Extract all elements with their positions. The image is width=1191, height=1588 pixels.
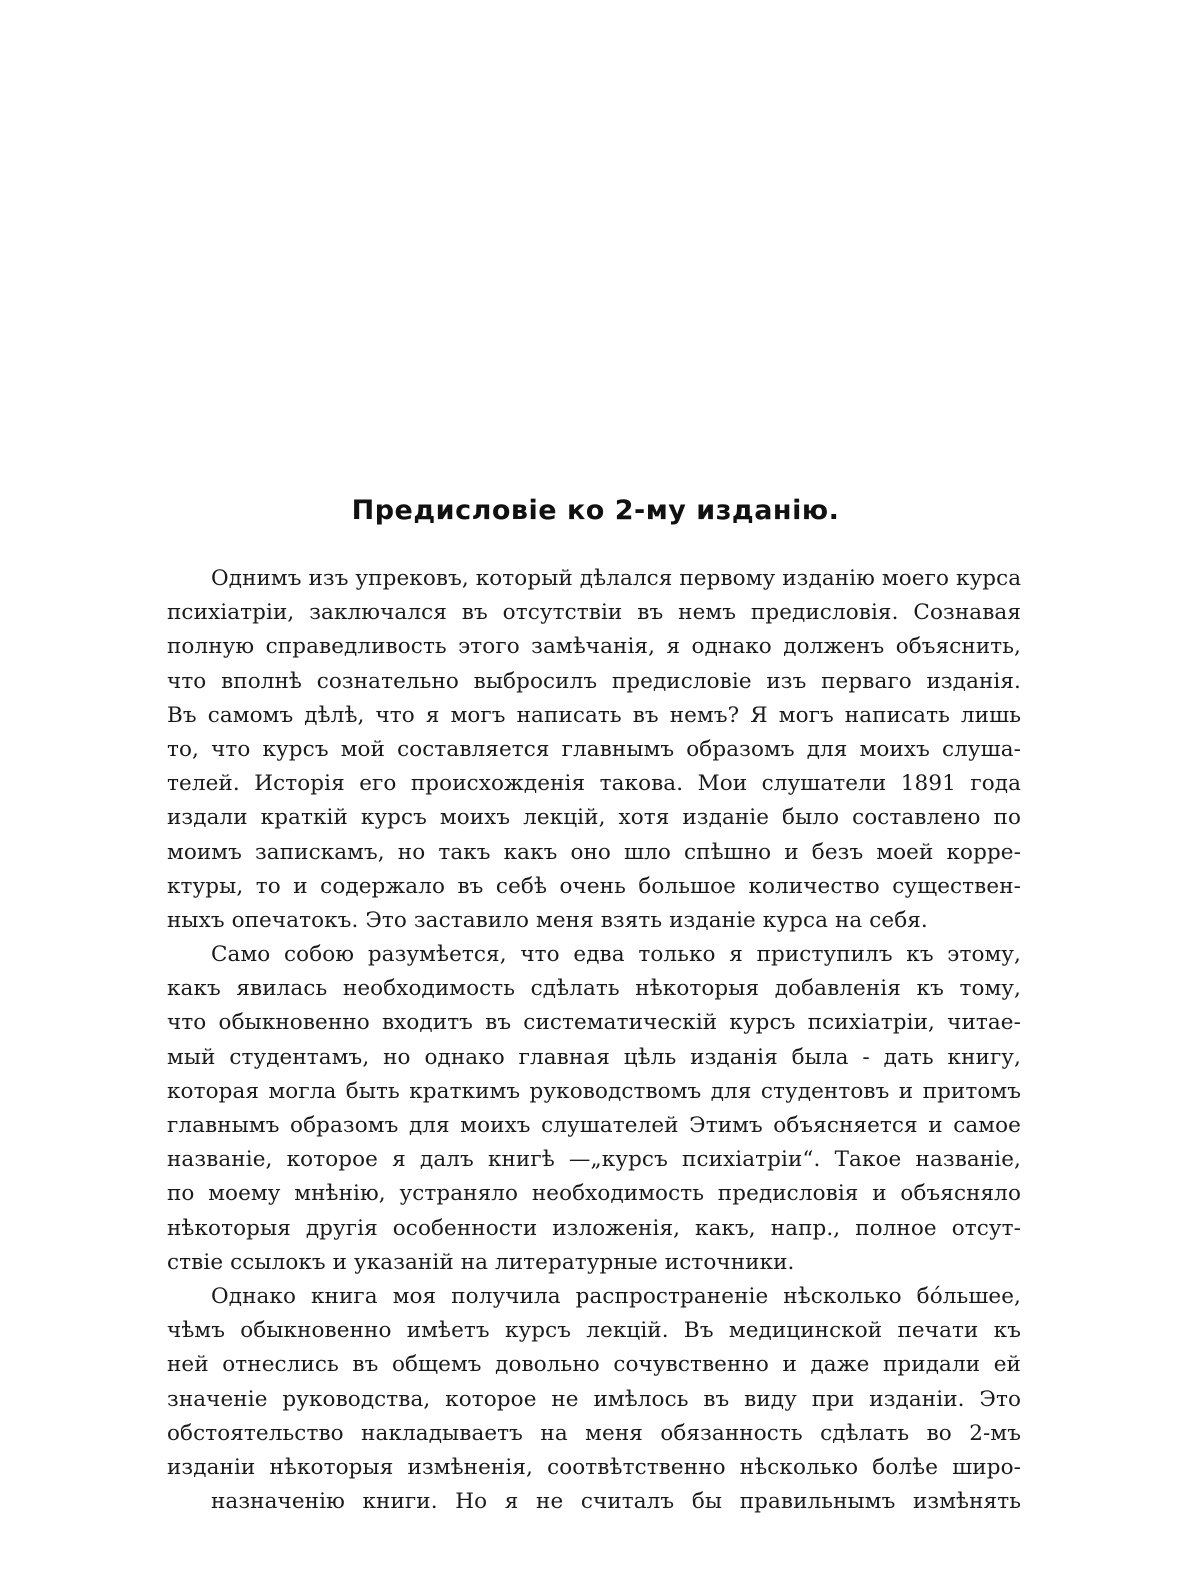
page-title: Предисловіе ко 2-му изданію. [351, 495, 840, 526]
text-line: названіе, которое я далъ книгѣ —„курсъ психіатріи“. Такое названіе, [167, 1147, 1021, 1173]
text-line: ныхъ опечатокъ. Это заставило меня взять изданіе курса на себя. [167, 907, 928, 933]
text-line: телей. Исторія его происхожденія такова. Мои слушатели 1891 года [167, 771, 1021, 797]
text-line: ктуры, то и содержало въ себѣ очень большое количество существен- [167, 873, 1021, 899]
text-line: Однимъ изъ упрековъ, который дѣлался первому изданію моего курса [211, 566, 1022, 591]
text-line: издали краткій курсъ моихъ лекцій, хотя изданіе было составлено по [167, 805, 1021, 831]
text-line: какъ явилась необходимость сдѣлать нѣкоторыя добавленія къ тому, [167, 976, 1021, 1002]
text-line: Однако книга моя получила распространеніе нѣсколько бóльшее, [211, 1283, 1021, 1309]
text-line: полную справедливость этого замѣчанія, я однако долженъ объяснить, [167, 634, 1021, 660]
text-line: ней отнеслись въ общемъ довольно сочувственно и даже придали ей [167, 1352, 1021, 1378]
text-line: моимъ запискамъ, но такъ какъ оно шло спѣшно и безъ моей корре- [167, 839, 1021, 865]
text-line: обстоятельство накладываетъ на меня обязанность сдѣлать во 2-мъ [167, 1420, 1021, 1446]
text-line: главнымъ образомъ для моихъ слушателей Этимъ объясняется и самое [167, 1113, 1021, 1138]
text-line: назначенію книги. Но я не считалъ бы правильнымъ измѣнять [211, 1489, 1021, 1515]
body-text [167, 562, 1021, 1519]
text-line: что обыкновенно входитъ въ систематическій курсъ психіатріи, читае- [167, 1010, 1021, 1036]
text-line: что вполнѣ сознательно выбросилъ предисловіе изъ перваго изданія. [167, 668, 1021, 694]
text-line: мый студентамъ, но однако главная цѣль изданія была - дать книгу, [167, 1044, 1021, 1070]
text-line: изданіи нѣкоторыя измѣненія, соотвѣтственно нѣсколько болѣе широ- [167, 1454, 1021, 1480]
text-line: то, что курсъ мой составляется главнымъ образомъ для моихъ слуша- [167, 736, 1021, 762]
text-line: ствіе ссылокъ и указаній на литературные источники. [167, 1249, 795, 1275]
text-line: Само собою разумѣется, что едва только я приступилъ къ этому, [211, 942, 1021, 968]
text-line: психіатріи, заключался въ отсутствіи въ немъ предисловія. Сознавая [167, 600, 1021, 626]
text-line: чѣмъ обыкновенно имѣетъ курсъ лекцій. Въ медицинской печати къ [167, 1318, 1021, 1344]
text-line: Въ самомъ дѣлѣ, что я могъ написать въ немъ? Я могъ написать лишь [167, 702, 1021, 728]
text-line: значеніе руководства, которое не имѣлось въ виду при изданіи. Это [167, 1386, 1021, 1412]
text-line: которая могла быть краткимъ руководствомъ для студентовъ и притомъ [167, 1078, 1021, 1104]
text-line: нѣкоторыя другія особенности изложенія, какъ, напр., полное отсут- [167, 1215, 1021, 1241]
text-line: по моему мнѣнію, устраняло необходимость предисловія и объясняло [167, 1181, 1021, 1207]
